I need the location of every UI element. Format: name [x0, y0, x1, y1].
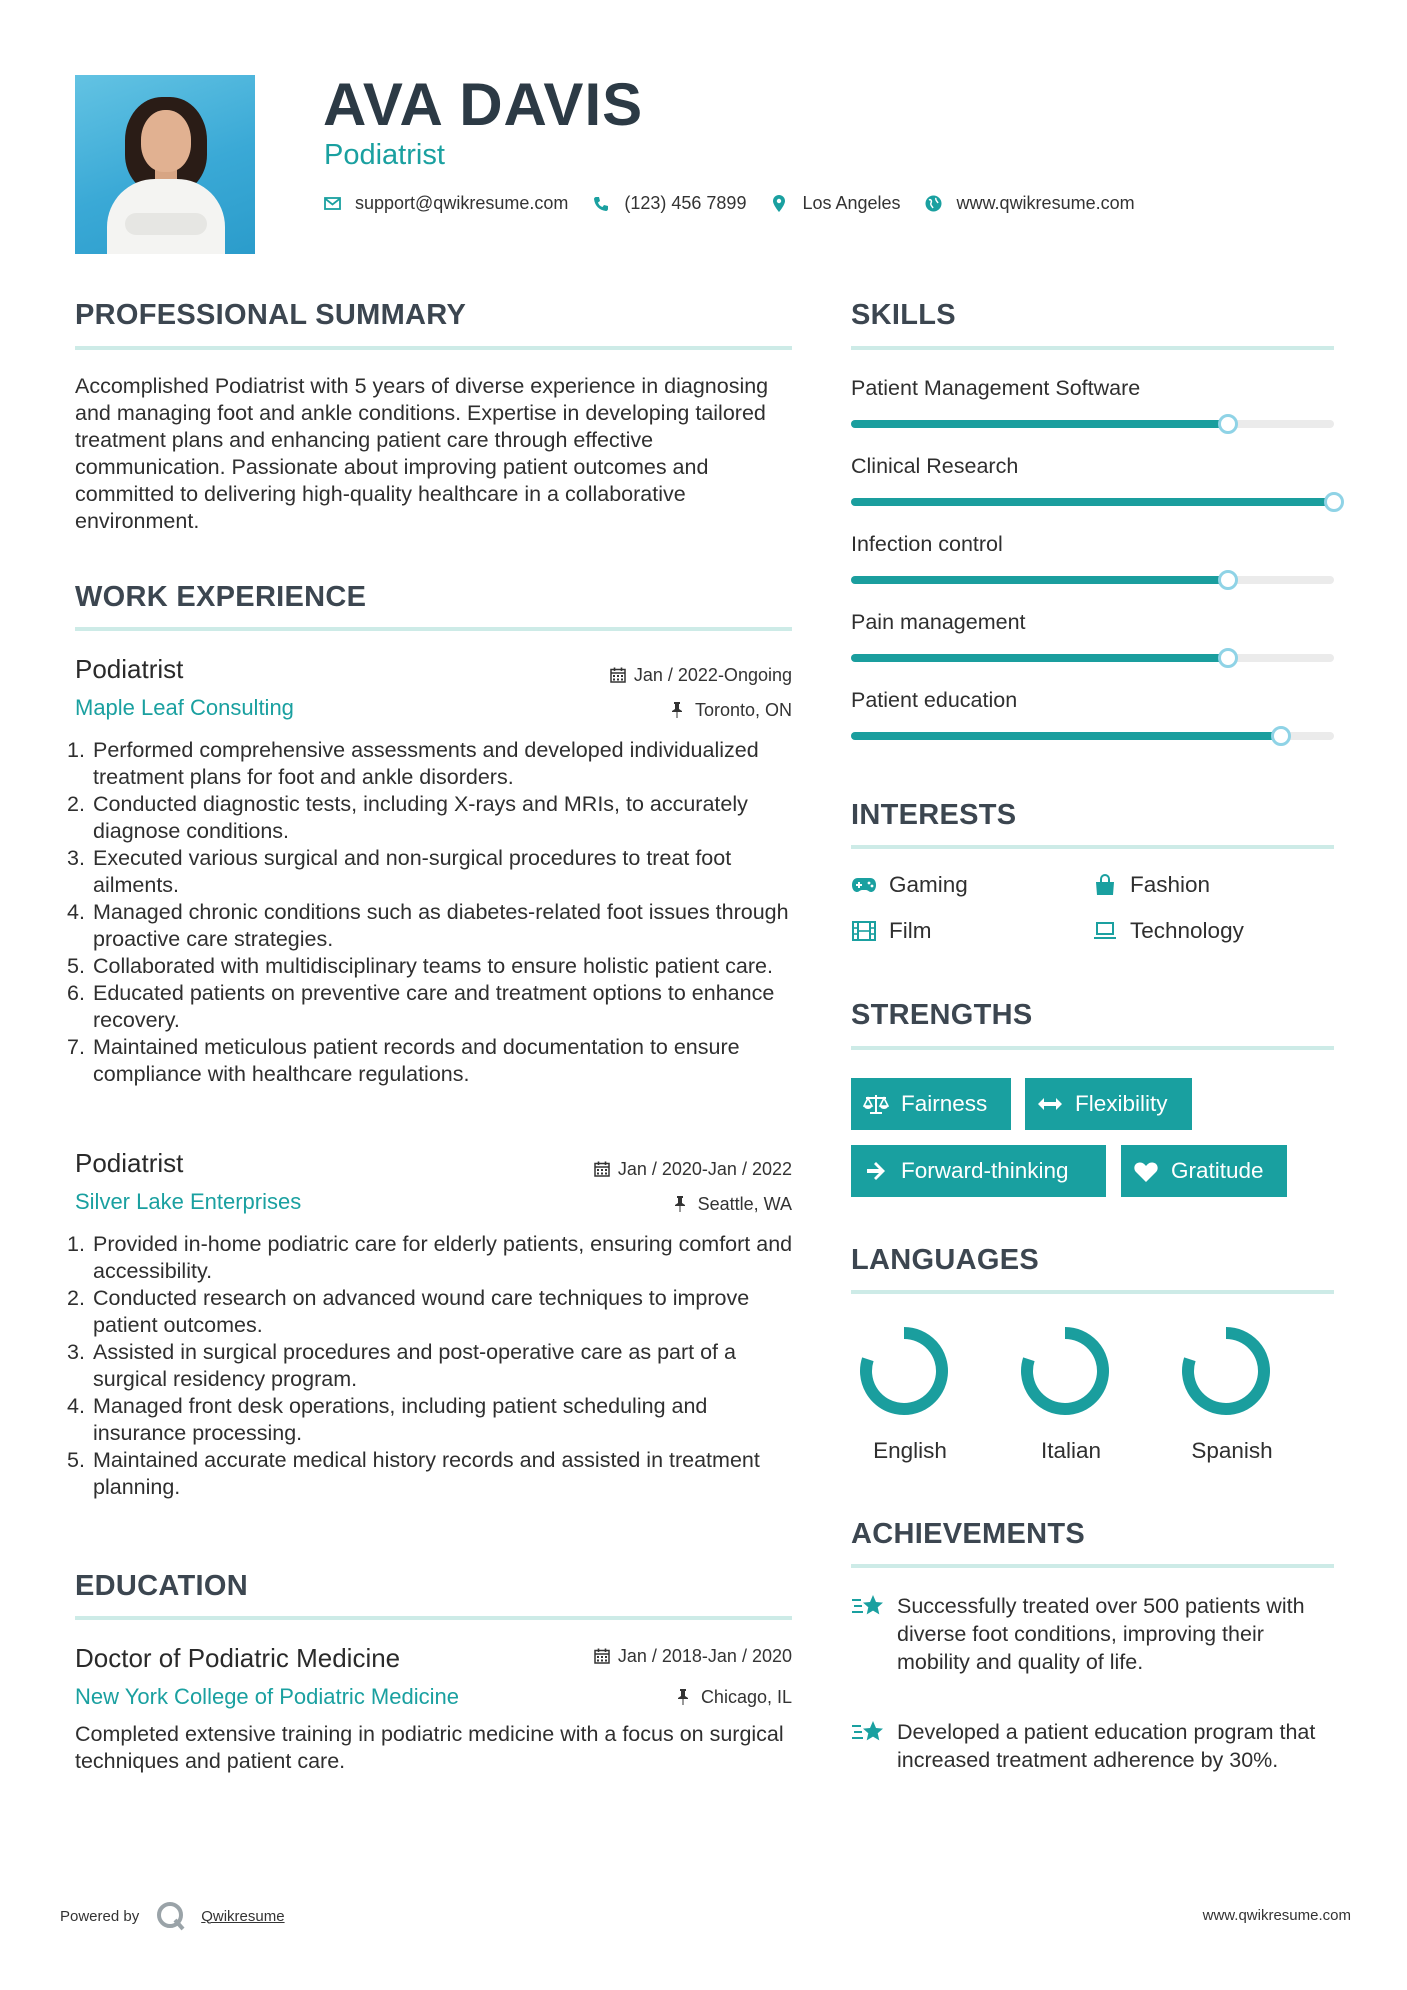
language-name: English — [873, 1438, 947, 1463]
skill-name: Patient education — [851, 688, 1018, 712]
list-item: Conducted diagnostic tests, including X-rays and MRIs, to accurately diagnose conditions. — [93, 792, 748, 843]
language-ring — [859, 1326, 949, 1416]
skill-bar-fill — [851, 576, 1228, 584]
skill-bar-knob — [1324, 492, 1344, 512]
contact-location: Los Angeles — [770, 193, 900, 214]
interests-divider — [851, 845, 1334, 849]
achievement-item: Developed a patient education program that increased treatment adherence by 30%. — [851, 1718, 1341, 1774]
strength-tag: Gratitude — [1121, 1145, 1287, 1197]
balance-scale-icon — [863, 1093, 889, 1115]
envelope-icon — [323, 195, 341, 213]
skill-bar-fill — [851, 498, 1334, 506]
achievements-heading: ACHIEVEMENTS — [851, 1518, 1086, 1550]
language-ring-arc — [1188, 1333, 1264, 1409]
degree-title: Doctor of Podiatric Medicine — [75, 1643, 401, 1673]
skill-bar-fill — [851, 654, 1228, 662]
arrows-horizontal-icon — [1037, 1093, 1063, 1115]
language-ring-arc — [1027, 1333, 1103, 1409]
contact-phone[interactable]: (123) 456 7899 — [592, 193, 746, 214]
skill-bar-knob — [1218, 570, 1238, 590]
shooting-star-icon — [851, 1718, 885, 1746]
strength-tag: Fairness — [851, 1078, 1011, 1130]
experience-divider — [75, 627, 792, 631]
qwikresume-logo-icon — [155, 1900, 187, 1932]
pushpin-icon — [677, 1689, 693, 1705]
footer-url[interactable]: www.qwikresume.com — [1202, 1907, 1351, 1924]
languages-divider — [851, 1290, 1334, 1294]
list-item: Assisted in surgical procedures and post-operative care as part of a surgical residency program. — [93, 1340, 736, 1391]
list-item: Managed front desk operations, including patient scheduling and insurance processing. — [93, 1394, 708, 1445]
achievement-item: Successfully treated over 500 patients with diverse foot conditions, improving their mobility and quality of life. — [851, 1592, 1341, 1676]
pushpin-icon — [674, 1196, 690, 1212]
skill-name: Infection control — [851, 532, 1003, 556]
language-name: Italian — [1040, 1438, 1102, 1463]
list-item: Educated patients on preventive care and treatment options to enhance recovery. — [93, 981, 775, 1032]
education-location: Chicago, IL — [677, 1686, 792, 1708]
shopping-bag-icon — [1092, 874, 1118, 896]
job-title: Podiatrist — [75, 1148, 184, 1178]
language-ring-arc — [866, 1333, 942, 1409]
language-ring — [1020, 1326, 1110, 1416]
interest-item: Gaming — [851, 872, 968, 898]
list-item: Managed chronic conditions such as diabetes-related foot issues through proactive care strategies. — [93, 900, 789, 951]
strengths-heading: STRENGTHS — [851, 999, 1033, 1031]
job-dates: Jan / 2020-Jan / 2022 — [594, 1158, 792, 1180]
education-divider — [75, 1616, 792, 1620]
laptop-icon — [1092, 920, 1118, 942]
contact-bar — [323, 193, 1159, 214]
interest-item: Fashion — [1092, 872, 1210, 898]
calendar-icon — [594, 1161, 610, 1177]
interest-item: Film — [851, 918, 931, 944]
gamepad-icon — [851, 874, 877, 896]
list-item: Maintained meticulous patient records and documentation to ensure compliance with healthcare regulations. — [93, 1035, 740, 1086]
footer-powered-by: Powered by Qwikresume — [60, 1900, 285, 1932]
interest-item: Technology — [1092, 918, 1244, 944]
heart-icon — [1133, 1160, 1159, 1182]
skill-name: Clinical Research — [851, 454, 1019, 478]
job-location: Seattle, WA — [674, 1193, 792, 1215]
education-dates: Jan / 2018-Jan / 2020 — [594, 1645, 792, 1667]
globe-icon — [925, 195, 943, 213]
list-item: Executed various surgical and non-surgical procedures to treat foot ailments. — [93, 846, 732, 897]
job-responsibilities — [75, 1231, 800, 1501]
candidate-name: AVA DAVIS — [323, 71, 644, 138]
calendar-icon — [610, 667, 626, 683]
education-heading: EDUCATION — [75, 1570, 248, 1602]
strengths-divider — [851, 1046, 1334, 1050]
achievements-divider — [851, 1564, 1334, 1568]
job-location: Toronto, ON — [671, 699, 792, 721]
calendar-icon — [594, 1648, 610, 1664]
skill-bar — [851, 654, 1334, 662]
strength-tag: Forward-thinking — [851, 1145, 1106, 1197]
skills-heading: SKILLS — [851, 299, 956, 331]
interests-heading: INTERESTS — [851, 799, 1017, 831]
pushpin-icon — [671, 702, 687, 718]
education-description: Completed extensive training in podiatric medicine with a focus on surgical techniques and patient care. — [75, 1722, 784, 1773]
skill-bar-fill — [851, 732, 1281, 740]
company-name: Maple Leaf Consulting — [75, 695, 294, 720]
summary-divider — [75, 346, 792, 350]
qwikresume-link[interactable]: Qwikresume — [201, 1907, 285, 1925]
skill-name: Pain management — [851, 610, 1026, 634]
skill-bar — [851, 420, 1334, 428]
skill-bar-knob — [1271, 726, 1291, 746]
map-pin-icon — [770, 195, 788, 213]
skills-divider — [851, 346, 1334, 350]
shooting-star-icon — [851, 1592, 885, 1620]
skill-bar-knob — [1218, 648, 1238, 668]
list-item: Provided in-home podiatric care for elderly patients, ensuring comfort and accessibility. — [93, 1232, 793, 1283]
skill-bar-knob — [1218, 414, 1238, 434]
summary-text: Accomplished Podiatrist with 5 years of diverse experience in diagnosing and managing foot and ankle conditions. Expertise in developing tailored treatment plans and enhancing patient care through effective communication. Passionate about improving patient outcomes and committed to delivering high-quality healthcare in a collaborative environment. — [75, 374, 769, 533]
school-name: New York College of Podiatric Medicine — [75, 1684, 459, 1709]
list-item: Conducted research on advanced wound care techniques to improve patient outcomes. — [93, 1286, 750, 1337]
list-item: Performed comprehensive assessments and developed individualized treatment plans for foot and ankle disorders. — [93, 738, 759, 789]
skill-bar — [851, 732, 1334, 740]
experience-heading: WORK EXPERIENCE — [75, 581, 367, 613]
candidate-role: Podiatrist — [324, 139, 445, 171]
list-item: Maintained accurate medical history records and assisted in treatment planning. — [93, 1448, 760, 1499]
profile-photo — [75, 75, 255, 254]
phone-icon — [592, 195, 610, 213]
language-name: Spanish — [1191, 1438, 1273, 1463]
languages-heading: LANGUAGES — [851, 1244, 1039, 1276]
contact-email[interactable]: support@qwikresume.com — [323, 193, 568, 214]
skill-bar — [851, 498, 1334, 506]
job-responsibilities — [75, 737, 800, 1088]
skill-bar — [851, 576, 1334, 584]
contact-website[interactable]: www.qwikresume.com — [925, 193, 1135, 214]
strength-tag: Flexibility — [1025, 1078, 1192, 1130]
film-icon — [851, 920, 877, 942]
company-name: Silver Lake Enterprises — [75, 1189, 302, 1214]
arrow-right-icon — [863, 1160, 889, 1182]
job-title: Podiatrist — [75, 654, 184, 684]
job-dates: Jan / 2022-Ongoing — [610, 664, 792, 686]
skill-bar-fill — [851, 420, 1228, 428]
skill-name: Patient Management Software — [851, 376, 1141, 400]
list-item: Collaborated with multidisciplinary teams to ensure holistic patient care. — [93, 954, 773, 978]
language-ring — [1181, 1326, 1271, 1416]
summary-heading: PROFESSIONAL SUMMARY — [75, 299, 467, 331]
